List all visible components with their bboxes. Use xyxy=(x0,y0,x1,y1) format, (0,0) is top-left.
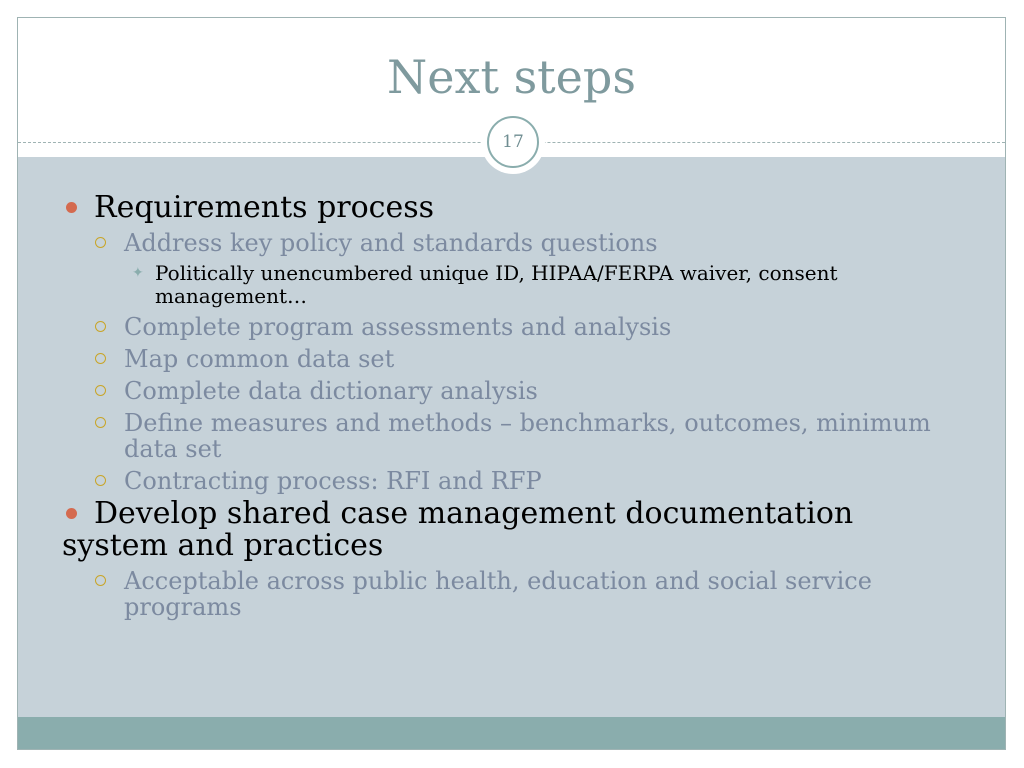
sub-bullet-policy-questions xyxy=(62,230,962,256)
sub-bullet-text: Contracting process: RFI and RFP xyxy=(124,467,542,495)
sub-bullet-acceptable-across xyxy=(62,568,962,620)
sub-bullet-contracting xyxy=(62,468,962,494)
bullet-case-management xyxy=(62,498,962,562)
sub-bullet-program-assessments xyxy=(62,314,962,340)
sub-bullet-text: Map common data set xyxy=(124,345,395,373)
hollow-circle-bullet-icon xyxy=(95,321,106,332)
sub-bullet-text: Address key policy and standards questions xyxy=(124,229,658,257)
slide-title: Next steps xyxy=(387,50,636,104)
filled-circle-bullet-icon xyxy=(66,202,77,213)
bullet-text: Requirements process xyxy=(94,190,435,225)
hollow-circle-bullet-icon xyxy=(95,237,106,248)
sub-bullet-data-dictionary xyxy=(62,378,962,404)
sub-sub-bullet-text: Politically unencumbered unique ID, HIPAA/FERPA waiver, consent management… xyxy=(155,261,838,308)
hollow-circle-bullet-icon xyxy=(95,385,106,396)
slide xyxy=(17,17,1006,750)
sub-bullet-map-data-set xyxy=(62,346,962,372)
sub-bullet-text: Acceptable across public health, education and social service programs xyxy=(124,567,872,621)
bullet-requirements xyxy=(62,192,962,224)
hollow-circle-bullet-icon xyxy=(95,575,106,586)
bullet-list xyxy=(62,188,962,620)
sub-bullet-text: Define measures and methods – benchmarks, outcomes, minimum data set xyxy=(124,409,931,463)
sub-bullet-text: Complete data dictionary analysis xyxy=(124,377,538,405)
sub-sub-bullet-detail xyxy=(62,262,962,308)
bullet-text: Develop shared case management documentation system and practices xyxy=(62,496,854,563)
hollow-circle-bullet-icon xyxy=(95,353,106,364)
sub-bullet-text: Complete program assessments and analysis xyxy=(124,313,672,341)
hollow-circle-bullet-icon xyxy=(95,475,106,486)
page-number-badge xyxy=(481,110,545,174)
hollow-circle-bullet-icon xyxy=(95,417,106,428)
sub-bullet-measures-methods xyxy=(62,410,962,462)
filled-circle-bullet-icon xyxy=(66,508,77,519)
footer-band xyxy=(18,717,1005,750)
page-number: 17 xyxy=(487,116,539,168)
star-bullet-icon: ✦ xyxy=(132,265,144,281)
